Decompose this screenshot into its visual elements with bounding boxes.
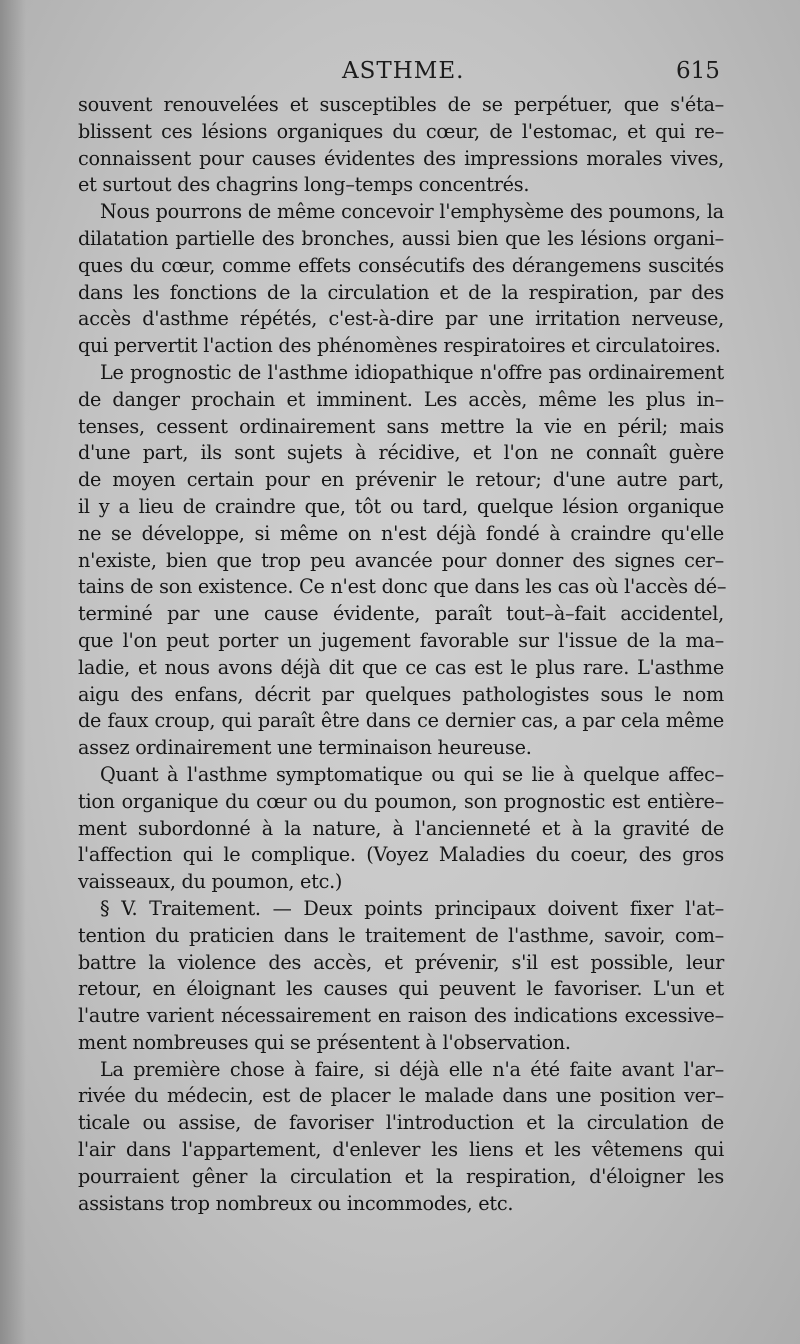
text-line: de moyen certain pour en prévenir le retour; d'une autre part,: [78, 468, 724, 492]
text-line: accès d'asthme répétés, c'est-à-dire par une irritation nerveuse,: [78, 307, 724, 331]
text-line: battre la violence des accès, et prévenir, s'il est possible, leur: [78, 950, 724, 974]
text-line: de danger prochain et imminent. Les accès, même les plus in–: [78, 387, 724, 411]
text-line: que l'on peut porter un jugement favorable sur l'issue de la ma–: [78, 628, 724, 652]
text-line: ladie, et nous avons déjà dit que ce cas est le plus rare. L'asthme: [78, 655, 724, 679]
text-line: aigu des enfans, décrit par quelques pathologistes sous le nom: [78, 682, 724, 706]
text-line: ques du cœur, comme effets consécutifs des dérangemens suscités: [78, 253, 724, 277]
page-number: 615: [676, 58, 720, 84]
text-line: retour, en éloignant les causes qui peuvent le favoriser. L'un et: [78, 977, 724, 1001]
text-line: Le prognostic de l'asthme idiopathique n'offre pas ordinairement: [100, 360, 724, 384]
text-line: assez ordinairement une terminaison heureuse.: [78, 736, 532, 760]
text-line: dilatation partielle des bronches, aussi bien que les lésions organi–: [78, 226, 724, 250]
text-line: l'affection qui le complique. (Voyez Maladies du coeur, des gros: [78, 843, 724, 867]
text-line: de faux croup, qui paraît être dans ce dernier cas, a par cela même: [78, 709, 724, 733]
text-line: rivée du médecin, est de placer le malade dans une position ver–: [78, 1084, 724, 1108]
text-line: tention du praticien dans le traitement de l'asthme, savoir, com–: [78, 923, 724, 947]
text-line: il y a lieu de craindre que, tôt ou tard, quelque lésion organique: [78, 494, 724, 518]
text-line: connaissent pour causes évidentes des impressions morales vives,: [78, 146, 724, 170]
text-line: n'existe, bien que trop peu avancée pour donner des signes cer–: [78, 548, 724, 572]
text-line: blissent ces lésions organiques du cœur, de l'estomac, et qui re–: [78, 119, 724, 143]
running-title: ASTHME.: [342, 58, 465, 84]
text-line: souvent renouvelées et susceptibles de se perpétuer, que s'éta–: [78, 93, 724, 116]
text-line: tion organique du cœur ou du poumon, son prognostic est entière–: [78, 789, 724, 813]
text-line: ment subordonné à la nature, à l'ancienneté et à la gravité de: [78, 816, 724, 840]
text-line: ment nombreuses qui se présentent à l'observation.: [78, 1030, 571, 1054]
text-line: § V. Traitement. — Deux points principaux doivent fixer l'at–: [100, 896, 724, 920]
text-line: ticale ou assise, de favoriser l'introduction et la circulation de: [78, 1111, 724, 1135]
text-line: d'une part, ils sont sujets à récidive, et l'on ne connaît guère: [78, 441, 724, 465]
page-gutter-shadow: [0, 0, 26, 1344]
text-line: assistans trop nombreux ou incommodes, etc.: [78, 1191, 514, 1215]
text-line: pourraient gêner la circulation et la respiration, d'éloigner les: [78, 1164, 724, 1188]
text-line: terminé par une cause évidente, paraît tout–à–fait accidentel,: [78, 602, 724, 626]
text-line: l'autre varient nécessairement en raison des indications excessive–: [78, 1004, 724, 1028]
text-line: La première chose à faire, si déjà elle n'a été faite avant l'ar–: [100, 1057, 724, 1081]
text-line: tains de son existence. Ce n'est donc que dans les cas où l'accès dé–: [78, 575, 727, 599]
text-line: dans les fonctions de la circulation et de la respiration, par des: [78, 280, 724, 304]
body-text: [78, 92, 727, 1217]
text-line: tenses, cessent ordinairement sans mettre la vie en péril; mais: [78, 414, 724, 438]
text-line: ne se développe, si même on n'est déjà fondé à craindre qu'elle: [78, 521, 724, 545]
text-line: qui pervertit l'action des phénomènes respiratoires et circulatoires.: [78, 334, 721, 358]
text-line: l'air dans l'appartement, d'enlever les liens et les vêtemens qui: [78, 1138, 724, 1162]
text-line: Quant à l'asthme symptomatique ou qui se lie à quelque affec–: [100, 762, 724, 786]
text-line: Nous pourrons de même concevoir l'emphysème des poumons, la: [100, 200, 724, 224]
text-line: vaisseaux, du poumon, etc.): [78, 870, 343, 894]
text-line: et surtout des chagrins long–temps concentrés.: [78, 173, 530, 197]
page-header: [0, 58, 800, 92]
